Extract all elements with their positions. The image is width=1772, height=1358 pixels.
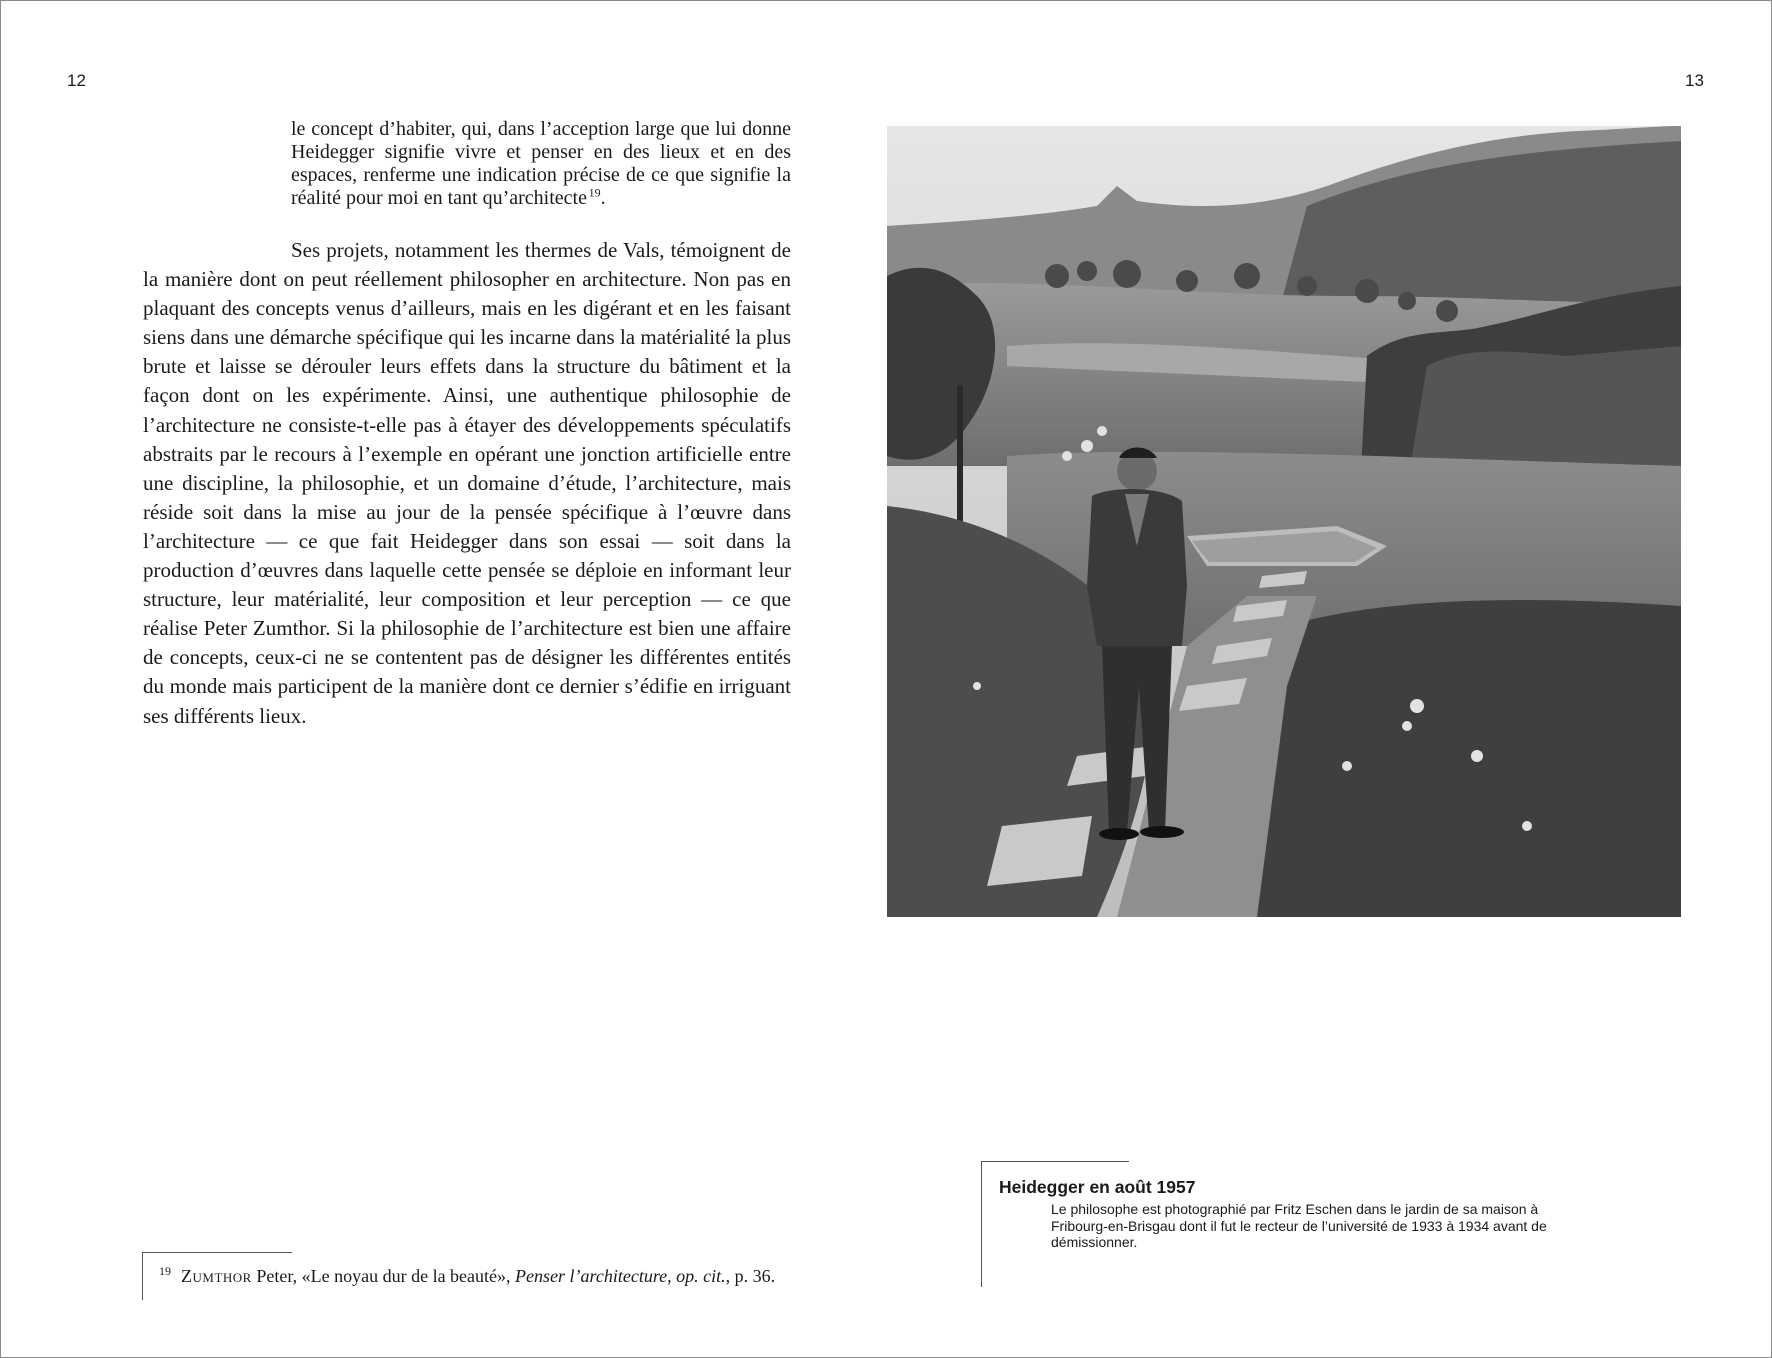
footnote-author: Zumthor (181, 1266, 252, 1286)
caption-title: Heidegger en août 1957 (999, 1177, 1196, 1197)
page-number-left: 12 (67, 71, 86, 90)
footnote-author-rest: Peter, «Le noyau dur de la beauté», (251, 1266, 516, 1286)
footnote-rule-vertical (142, 1252, 143, 1300)
caption-rule-vertical (981, 1161, 982, 1287)
photo-illustration (887, 126, 1681, 917)
footnote-rule (142, 1252, 292, 1253)
caption-text: Le philosophe est photographié par Fritz Eschen dans le jardin de sa maison à Fribourg-en-Brisgau dont il fut le recteur de l’université de 1933 à 1934 avant de démissionner. (1051, 1201, 1547, 1250)
quote-note-ref[interactable]: 19 (588, 185, 601, 200)
footnote-number: 19 (159, 1264, 171, 1278)
quote-end: . (600, 187, 606, 209)
footnote-opcit: op. cit. (676, 1266, 726, 1286)
quote-text: le concept d’habiter, qui, dans l’acception large que lui donne Heidegger signifie vivre et penser en des lieux et en des espaces, renferme une indication précise de ce que signifie la réalité pour moi en tant qu’architecte (291, 118, 791, 209)
caption-rule (981, 1161, 1129, 1162)
block-quote (291, 118, 791, 210)
footnote (159, 1265, 799, 1287)
footnote-book-title: Penser l’architecture (515, 1266, 668, 1286)
heidegger-photo (887, 126, 1681, 917)
body-paragraph: Ses projets, notamment les thermes de Vals, témoignent de la manière dont on peut réellement philosopher en architecture. Non pas en plaquant des concepts venus d’ailleurs, mais en les digérant et en les faisant siens dans une démarche spécifique qui les incarne dans la matérialité la plus brute et laisse se dérouler leurs effets dans la structure du bâtiment et la façon dont on les expérimente. Ainsi, une authentique philosophie de l’architecture ne consiste-t-elle pas à étayer des développements spéculatifs abstraits par le recours à l’exemple en opérant une jonction artificielle entre une discipline, la philosophie, et un domaine d’étude, l’architecture, mais réside soit dans la mise au jour de la pensée spécifique à l’œuvre dans l’architecture — ce que fait Heidegger dans son essai — soit dans la production d’œuvres dans laquelle cette pensée se déploie en informant leur structure, leur matérialité, leur composition et leur perception — ce que réalise Peter Zumthor. Si la philosophie de l’architecture est bien une affaire de concepts, ceux-ci ne se contentent pas de désigner les différentes entités du monde mais participent de la manière dont ce dernier s’édifie en irriguant ses différents lieux. (143, 238, 791, 728)
footnote-separator: , (667, 1266, 677, 1286)
page-number-right: 13 (1685, 71, 1704, 90)
footnote-page: , p. 36. (725, 1266, 776, 1286)
